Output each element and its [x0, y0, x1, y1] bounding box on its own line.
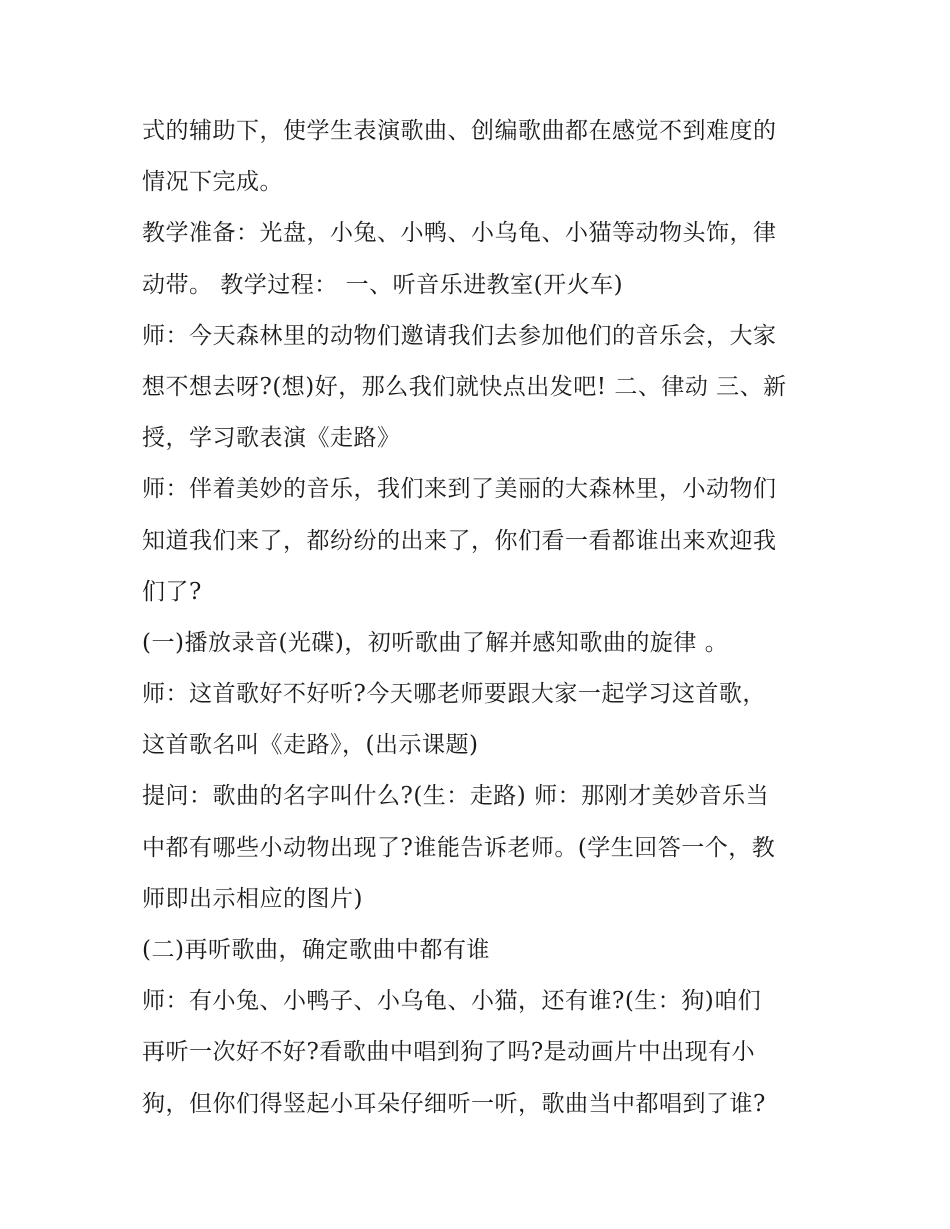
text-line: 再听一次好不好?看歌曲中唱到狗了吗?是动画片中出现有小	[142, 1039, 756, 1066]
text-line: (二)再听歌曲，确定歌曲中都有谁	[142, 937, 490, 963]
text-line: 教学准备：光盘，小兔、小鸭、小乌龟、小猫等动物头饰，律	[142, 220, 777, 247]
text-line: 狗，但你们得竖起小耳朵仔细听一听，歌曲当中都唱到了谁?	[142, 1090, 766, 1117]
text-line: 师：今天森林里的动物们邀请我们去参加他们的音乐会，大家	[142, 322, 777, 349]
text-line: 想不想去呀?(想)好，那么我们就快点出发吧! 二、律动 三、新	[142, 373, 787, 400]
text-line: 师即出示相应的图片)	[142, 885, 363, 912]
text-line: 式的辅助下，使学生表演歌曲、创编歌曲都在感觉不到难度的	[142, 118, 777, 144]
text-line: 情况下完成。	[142, 169, 283, 196]
text-line: 提问：歌曲的名字叫什么?(生：走路) 师：那刚才美妙音乐当	[142, 783, 770, 810]
text-line: 授，学习歌表演《走路》	[142, 425, 401, 452]
text-line: 们了?	[142, 578, 202, 605]
text-line: 知道我们来了，都纷纷的出来了，你们看一看都谁出来欢迎我	[142, 527, 777, 554]
text-line: (一)播放录音(光碟)，初听歌曲了解并感知歌曲的旋律 。	[142, 629, 729, 656]
text-line: 这首歌名叫《走路》，(出示课题)	[142, 732, 479, 759]
text-line: 师：有小兔、小鸭子、小乌龟、小猫，还有谁?(生：狗)咱们	[142, 988, 762, 1015]
text-line: 中都有哪些小动物出现了?谁能告诉老师。(学生回答一个，教	[142, 834, 776, 861]
text-line: 师：伴着美妙的音乐，我们来到了美丽的大森林里，小动物们	[142, 476, 777, 503]
document-body	[142, 106, 822, 1130]
text-line: 动带。 教学过程： 一、听音乐进教室(开火车)	[142, 271, 624, 298]
text-line: 师：这首歌好不好听?今天哪老师要跟大家一起学习这首歌，	[142, 681, 766, 708]
